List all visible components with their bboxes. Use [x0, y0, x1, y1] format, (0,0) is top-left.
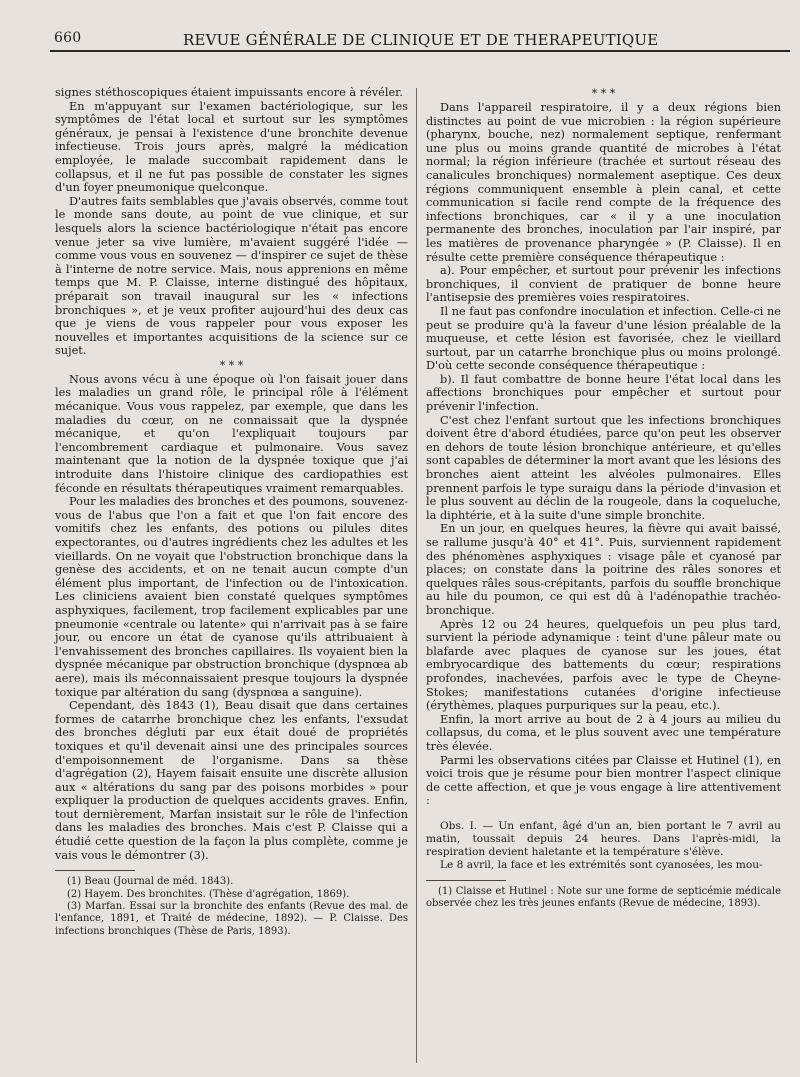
footnotes — [426, 886, 781, 911]
left-column — [55, 86, 408, 938]
footnote: (2) Hayem. Des bronchites. (Thèse d'agrégation, 1869). — [67, 888, 350, 900]
paragraph: D'autres faits semblables que j'avais observés, comme tout le monde sans doute, au point de vue clinique, et sur lesquels alors la science bactériologique n'était pas encore venue jeter sa vive lumière, m'avaient suggéré l'idée — comme vous vous en souvenez — d'inspirer ce sujet de thèse à l'interne de notre service. Mais, nous apprenions en même temps que M. P. Claisse, interne distingué des hôpitaux, préparait son travail inaugural sur les « infections bronchiques », et je veux profiter aujourd'hui des deux cas que je viens de vous rappeler pour vous exposer les nouvelles et importantes acquisitions de la science sur ce sujet. — [55, 194, 408, 358]
footnote-rule — [426, 880, 506, 881]
paragraph: Nous avons vécu à une époque où l'on faisait jouer dans les maladies un grand rôle, le principal rôle à l'élément mécanique. Vous vous rappelez, par exemple, que dans les maladies du cœur, on ne connaissait que la dyspnée mécanique, et qu'on l'expliquait toujours par l'encombrement cardiaque et pulmonaire. Vous savez maintenant que la notion de la dyspnée toxique que j'ai introduite dans l'histoire clinique des cardiopathies est féconde en résultats thérapeutiques vraiment remarquables. — [55, 372, 408, 495]
paragraph: En m'appuyant sur l'examen bactériologique, sur les symptômes de l'état local et surtout sur les symptômes généraux, je pensai à l'existence d'une bronchite devenue infectieuse. Trois jours après, malgré la médication employée, le malade succombait rapidement dans le collapsus, et il ne fut pas possible de constater les signes d'un foyer pneumonique quelconque. — [55, 99, 408, 195]
footnotes — [55, 876, 408, 938]
observation-text: Le 8 avril, la face et les extrémités sont cyanosées, les mou- — [440, 858, 763, 871]
footnote: (3) Marfan. Essai sur la bronchite des enfants (Revue des mal. de l'enfance, 1891, et Traité de médecine, 1892). — P. Claisse. Des infections bronchiques (Thèse de Paris, 1893). — [55, 901, 408, 937]
paragraph: En un jour, en quelques heures, la fièvre qui avait baissé, se rallume jusqu'à 40° et 41°. Puis, surviennent rapidement des phénomènes asphyxiques : visage pâle et cyanosé par places; on constate dans la poitrine des râles sonores et quelques râles sous-crépitants, parfois du souffle bronchique au hile du poumon, ce qui est dû à l'adénopathie trachéo-bronchique. — [426, 522, 781, 617]
column-divider — [416, 88, 417, 1063]
paragraph: a). Pour empêcher, et surtout pour prévenir les infections bronchiques, il convient de pratiquer de bonne heure l'antisepsie des premières voies respiratoires. — [426, 264, 781, 305]
running-header — [50, 28, 790, 52]
paragraph: Il ne faut pas confondre inoculation et infection. Celle-ci ne peut se produire qu'à la faveur d'une lésion préalable de la muqueuse, et cette lésion est favorisée, chez le vieillard surtout, par un catarrhe bronchique plus ou moins prolongé. D'où cette seconde conséquence thérapeutique : — [426, 304, 781, 373]
paragraph: Pour les maladies des bronches et des poumons, souvenez-vous de l'abus que l'on a fait et que l'on fait encore des vomitifs chez les enfants, des potions ou pilules dites expectorantes, ou d'autres ingrédients chez les adultes et les vieillards. On ne voyait que l'obstruction bronchique dans la genèse des accidents, et on ne tenait aucun compte d'un élément plus important, de l'infection ou de l'intoxication. Les cliniciens avaient bien constaté quelques symptômes asphyxiques, facilement, trop facilement explicables par une pneumonie «centrale ou latente» qui n'arrivait pas à se faire jour, ou encore un état de cyanose qu'ils attribuaient à l'envahissement des bronches capillaires. Ils voyaient bien la dyspnée mécanique par obstruction bronchique (dyspnœa ab aere), mais ils méconnaissaient presque toujours la dyspnée toxique par altération du sang (dyspnœa a sanguine). — [55, 495, 408, 699]
footnote: (1) Beau (Journal de méd. 1843). — [67, 876, 234, 888]
paragraph: C'est chez l'enfant surtout que les infections bronchiques doivent être d'abord étudiées, parce qu'on peut les observer en dehors de toute lésion bronchique antérieure, et qu'elles sont capables de déterminer la mort avant que les lésions des bronches aient atteint les alvéoles pulmonaires. Elles prennent parfois le type suraigu dans la période d'invasion et le plus souvent au déclin de la rougeole, dans la coqueluche, la diphtérie, et à la suite d'une simple bronchite. — [426, 413, 781, 522]
right-column — [426, 86, 781, 911]
paragraph: Dans l'appareil respiratoire, il y a deux régions bien distinctes au point de vue microbien : la région supérieure (pharynx, bouche, nez) normalement septique, renfermant une plus ou moins grande quantité de microbes à l'état normal; la région inférieure (trachée et surtout réseau des canalicules bronchiques) normalement aseptique. Ces deux régions communiquent ensemble à plein canal, et cette communication si facile rend compte de la fréquence des infections bronchiques, car « il y a une inoculation permanente des bronches, inoculation par l'air inspiré, par les matières de provenance pharyngée » (P. Claisse). Il en résulte cette première conséquence thérapeutique : — [426, 101, 781, 264]
footnote: (1) Claisse et Hutinel : Note sur une forme de septicémie médicale observée chez les très jeunes enfants (Revue de médecine, 1893). — [426, 885, 781, 910]
paragraph: Cependant, dès 1843 (1), Beau disait que dans certaines formes de catarrhe bronchique chez les enfants, l'exsudat des bronches dégluti par eux était doué de propriétés toxiques et qu'il devenait ainsi une des principales sources d'empoisonnement de l'organisme. Dans sa thèse d'agrégation (2), Hayem faisait ensuite une discrète allusion aux « altérations du sang par des poisons morbides » pour expliquer la production de quelques accidents graves. Enfin, tout dernièrement, Marfan insistait sur le rôle de l'infection dans les maladies des bronches. Mais c'est P. Claisse qui a étudié cette question de la façon la plus complète, comme je vais vous le démontrer (3). — [55, 699, 408, 862]
observation-text: Obs. I. — Un enfant, âgé d'un an, bien portant le 7 avril au matin, toussait depuis 24 heures. Dans l'après-midi, la respiration devient haletante et la température s'élève. — [426, 819, 781, 858]
section-separator: * * * — [219, 358, 244, 372]
observation-block — [426, 820, 781, 872]
page-number: 660 — [54, 30, 82, 46]
paragraph: signes stéthoscopiques étaient impuissants encore à révéler. — [55, 86, 403, 99]
section-separator: * * * — [591, 87, 616, 100]
paragraph: Enfin, la mort arrive au bout de 2 à 4 jours au milieu du collapsus, du coma, et le plus souvent avec une température très élevée. — [426, 712, 781, 753]
paragraph: b). Il faut combattre de bonne heure l'état local dans les affections bronchiques pour empêcher et surtout pour prévenir l'infection. — [426, 372, 781, 414]
running-title: REVUE GÉNÉRALE DE CLINIQUE ET DE THERAPEUTIQUE — [183, 31, 659, 49]
paragraph: Parmi les observations citées par Claisse et Hutinel (1), en voici trois que je résume pour bien montrer l'aspect clinique de cette affection, et que je vous engage à lire attentivement : — [426, 753, 781, 808]
paragraph: Après 12 ou 24 heures, quelquefois un peu plus tard, survient la période adynamique : teint d'une pâleur mate ou blafarde avec plaques de cyanose sur les joues, état embryocardique des battements du cœur; respirations profondes, inachevées, parfois avec le type de Cheyne-Stokes; manifestations cutanées d'origine infectieuse (érythèmes, plaques purpuriques sur la peau, etc.). — [426, 617, 781, 713]
footnote-rule — [55, 870, 135, 871]
